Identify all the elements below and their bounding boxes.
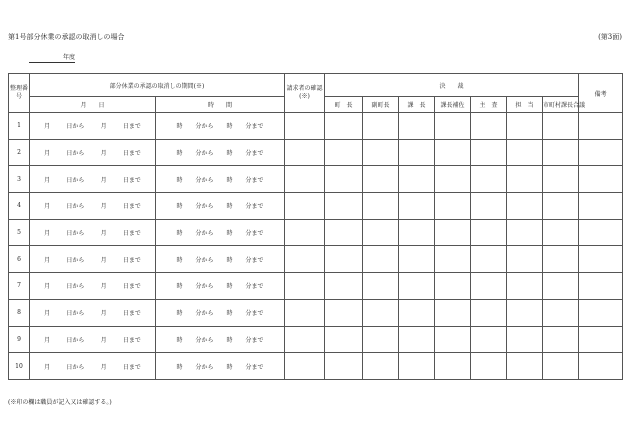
date-range-cell-part: 日まで (122, 310, 141, 318)
approval-stamp-cell[interactable] (435, 139, 471, 166)
date-range-cell-part: 月 (44, 310, 51, 318)
col-number-header: 整理番号 (9, 74, 30, 113)
date-range-cell[interactable] (30, 219, 156, 246)
date-range-cell-part: 日から (66, 283, 85, 291)
approval-stamp-cell[interactable] (399, 353, 435, 380)
approval-stamp-cell[interactable] (363, 113, 399, 140)
date-range-cell-part: 月 (100, 283, 107, 291)
approval-stamp-cell[interactable] (507, 113, 543, 140)
requester-confirm-cell[interactable] (285, 193, 325, 220)
approval-stamp-cell[interactable] (543, 299, 579, 326)
approval-stamp-cell[interactable] (543, 246, 579, 273)
requester-confirm-cell[interactable] (285, 299, 325, 326)
approval-stamp-cell[interactable] (399, 166, 435, 193)
date-range-cell-part: 月 (44, 256, 51, 264)
approval-stamp-cell[interactable] (507, 326, 543, 353)
row-number: 6 (9, 246, 30, 273)
approval-stamp-cell[interactable] (543, 273, 579, 300)
approval-stamp-cell[interactable] (363, 353, 399, 380)
time-range-cell-part: 時 (176, 203, 183, 211)
time-range-cell-part: 時 (176, 123, 183, 131)
remarks-cell[interactable] (579, 326, 623, 353)
time-range-cell-part: 分まで (245, 256, 264, 264)
time-range-cell-part: 分から (195, 256, 214, 264)
approval-stamp-cell[interactable] (471, 139, 507, 166)
row-number: 10 (9, 353, 30, 380)
table-row (9, 299, 623, 326)
approval-stamp-cell[interactable] (399, 273, 435, 300)
approval-stamp-cell[interactable] (471, 273, 507, 300)
date-range-cell-part: 日まで (122, 230, 141, 238)
requester-confirm-cell[interactable] (285, 139, 325, 166)
approval-stamp-cell[interactable] (399, 246, 435, 273)
approval-stamp-cell[interactable] (471, 166, 507, 193)
date-range-cell[interactable] (30, 113, 156, 140)
approval-stamp-cell[interactable] (363, 139, 399, 166)
date-range-cell-part: 日から (66, 363, 85, 371)
requester-confirm-cell[interactable] (285, 113, 325, 140)
remarks-cell[interactable] (579, 166, 623, 193)
time-range-cell-part: 分から (195, 176, 214, 184)
requester-confirm-cell[interactable] (285, 219, 325, 246)
time-range-cell-part: 分まで (245, 230, 264, 238)
time-range-cell-part: 分から (195, 336, 214, 344)
approval-stamp-cell[interactable] (399, 139, 435, 166)
row-number: 4 (9, 193, 30, 220)
date-range-cell[interactable] (30, 246, 156, 273)
date-range-cell-part: 日から (66, 310, 85, 318)
approval-stamp-cell[interactable] (507, 353, 543, 380)
date-range-cell-part: 月 (44, 283, 51, 291)
date-range-cell[interactable] (30, 353, 156, 380)
time-range-cell-part: 分から (195, 310, 214, 318)
approval-stamp-cell[interactable] (543, 139, 579, 166)
date-range-cell[interactable] (30, 326, 156, 353)
time-range-cell-part: 時 (226, 256, 233, 264)
fiscal-year-field[interactable]: 年度 (29, 54, 75, 63)
table-row (9, 219, 623, 246)
time-range-cell-part: 分まで (245, 176, 264, 184)
approval-stamp-cell[interactable] (507, 139, 543, 166)
approval-stamp-cell[interactable] (471, 246, 507, 273)
approval-stamp-cell[interactable] (325, 166, 363, 193)
requester-confirm-cell[interactable] (285, 326, 325, 353)
remarks-cell[interactable] (579, 299, 623, 326)
row-number: 7 (9, 273, 30, 300)
cancellation-record-table (8, 73, 623, 380)
approval-stamp-cell[interactable] (435, 326, 471, 353)
approval-stamp-cell[interactable] (325, 113, 363, 140)
time-range-cell-part: 分まで (245, 123, 264, 131)
time-range-cell[interactable] (156, 219, 285, 246)
table-row (9, 326, 623, 353)
time-range-cell-part: 時 (226, 150, 233, 158)
approval-stamp-cell[interactable] (325, 246, 363, 273)
footer-note: (※印の欄は職員が記入又は確認する。) (8, 399, 112, 406)
approval-stamp-cell[interactable] (363, 193, 399, 220)
approval-stamp-cell[interactable] (363, 166, 399, 193)
time-range-cell[interactable] (156, 353, 285, 380)
approver-header: 町 長 (325, 97, 363, 113)
remarks-cell[interactable] (579, 193, 623, 220)
time-range-cell[interactable] (156, 299, 285, 326)
time-range-cell-part: 時 (226, 230, 233, 238)
requester-confirm-cell[interactable] (285, 353, 325, 380)
approval-stamp-cell[interactable] (325, 353, 363, 380)
approval-stamp-cell[interactable] (543, 113, 579, 140)
time-range-cell-part: 時 (226, 336, 233, 344)
approval-stamp-cell[interactable] (325, 193, 363, 220)
approval-stamp-cell[interactable] (435, 273, 471, 300)
approval-stamp-cell[interactable] (543, 193, 579, 220)
approval-stamp-cell[interactable] (471, 113, 507, 140)
remarks-cell[interactable] (579, 139, 623, 166)
date-range-cell-part: 日まで (122, 256, 141, 264)
date-range-cell[interactable] (30, 273, 156, 300)
time-range-cell-part: 分から (195, 203, 214, 211)
form-page-number: (第3面) (598, 33, 622, 41)
approval-stamp-cell[interactable] (325, 273, 363, 300)
approval-stamp-cell[interactable] (325, 139, 363, 166)
time-range-cell-part: 分から (195, 283, 214, 291)
time-range-cell-part: 分まで (245, 363, 264, 371)
approval-stamp-cell[interactable] (435, 113, 471, 140)
col-time-header: 時 間 (156, 97, 285, 113)
remarks-cell[interactable] (579, 246, 623, 273)
table-row (9, 246, 623, 273)
time-range-cell-part: 分から (195, 150, 214, 158)
time-range-cell[interactable] (156, 326, 285, 353)
time-range-cell-part: 時 (176, 256, 183, 264)
approval-stamp-cell[interactable] (543, 353, 579, 380)
col-period-header: 部分休業の承認の取消しの期間(※) (30, 74, 285, 97)
date-range-cell-part: 月 (100, 203, 107, 211)
time-range-cell-part: 時 (176, 230, 183, 238)
time-range-cell[interactable] (156, 139, 285, 166)
approval-stamp-cell[interactable] (399, 219, 435, 246)
row-number: 9 (9, 326, 30, 353)
approval-stamp-cell[interactable] (399, 193, 435, 220)
date-range-cell-part: 日まで (122, 150, 141, 158)
date-range-cell-part: 月 (100, 336, 107, 344)
remarks-cell[interactable] (579, 273, 623, 300)
approval-stamp-cell[interactable] (399, 326, 435, 353)
approver-header: 担 当 (507, 97, 543, 113)
date-range-cell-part: 日まで (122, 283, 141, 291)
col-monthday-header: 月 日 (30, 97, 156, 113)
approval-stamp-cell[interactable] (435, 246, 471, 273)
time-range-cell[interactable] (156, 166, 285, 193)
date-range-cell-part: 日まで (122, 203, 141, 211)
col-approval-header: 決 裁 (325, 74, 579, 97)
approval-stamp-cell[interactable] (435, 219, 471, 246)
time-range-cell[interactable] (156, 193, 285, 220)
requester-confirm-cell[interactable] (285, 246, 325, 273)
time-range-cell[interactable] (156, 246, 285, 273)
date-range-cell[interactable] (30, 166, 156, 193)
approval-stamp-cell[interactable] (507, 299, 543, 326)
date-range-cell-part: 日から (66, 150, 85, 158)
approver-header: 課 長 (399, 97, 435, 113)
table-row (9, 113, 623, 140)
approval-stamp-cell[interactable] (507, 273, 543, 300)
requester-confirm-cell[interactable] (285, 166, 325, 193)
date-range-cell-part: 月 (100, 176, 107, 184)
time-range-cell-part: 時 (226, 310, 233, 318)
date-range-cell-part: 月 (100, 256, 107, 264)
date-range-cell-part: 月 (44, 336, 51, 344)
requester-confirm-cell[interactable] (285, 273, 325, 300)
time-range-cell-part: 分まで (245, 336, 264, 344)
row-number: 3 (9, 166, 30, 193)
time-range-cell-part: 時 (176, 176, 183, 184)
time-range-cell-part: 分まで (245, 150, 264, 158)
time-range-cell[interactable] (156, 113, 285, 140)
approver-header: 課長補佐 (435, 97, 471, 113)
date-range-cell-part: 月 (44, 230, 51, 238)
date-range-cell-part: 月 (44, 176, 51, 184)
approval-stamp-cell[interactable] (399, 299, 435, 326)
approval-stamp-cell[interactable] (471, 353, 507, 380)
approval-stamp-cell[interactable] (543, 219, 579, 246)
date-range-cell-part: 日から (66, 256, 85, 264)
approval-stamp-cell[interactable] (363, 326, 399, 353)
date-range-cell-part: 月 (44, 203, 51, 211)
date-range-cell-part: 日から (66, 230, 85, 238)
row-number: 1 (9, 113, 30, 140)
date-range-cell-part: 日から (66, 176, 85, 184)
time-range-cell-part: 分まで (245, 203, 264, 211)
approval-stamp-cell[interactable] (363, 219, 399, 246)
row-number: 2 (9, 139, 30, 166)
approval-stamp-cell[interactable] (325, 299, 363, 326)
remarks-cell[interactable] (579, 353, 623, 380)
table-row (9, 139, 623, 166)
approval-stamp-cell[interactable] (507, 246, 543, 273)
time-range-cell-part: 分から (195, 123, 214, 131)
date-range-cell-part: 月 (44, 150, 51, 158)
date-range-cell-part: 日まで (122, 176, 141, 184)
time-range-cell-part: 時 (176, 283, 183, 291)
approval-stamp-cell[interactable] (435, 193, 471, 220)
approval-stamp-cell[interactable] (363, 299, 399, 326)
approval-stamp-cell[interactable] (543, 326, 579, 353)
time-range-cell-part: 分まで (245, 310, 264, 318)
table-row (9, 166, 623, 193)
approval-stamp-cell[interactable] (507, 166, 543, 193)
time-range-cell-part: 時 (176, 363, 183, 371)
table-row (9, 353, 623, 380)
approval-stamp-cell[interactable] (471, 193, 507, 220)
approver-header: 主 査 (471, 97, 507, 113)
col-remarks-header: 備考 (579, 74, 623, 113)
approval-stamp-cell[interactable] (507, 219, 543, 246)
approval-stamp-cell[interactable] (507, 193, 543, 220)
approval-stamp-cell[interactable] (471, 219, 507, 246)
approval-stamp-cell[interactable] (435, 166, 471, 193)
row-number: 8 (9, 299, 30, 326)
approval-stamp-cell[interactable] (363, 273, 399, 300)
time-range-cell-part: 分から (195, 230, 214, 238)
col-requester-header: 請求者の確認(※) (285, 74, 325, 113)
time-range-cell-part: 時 (176, 336, 183, 344)
row-number: 5 (9, 219, 30, 246)
remarks-cell[interactable] (579, 113, 623, 140)
approval-stamp-cell[interactable] (435, 353, 471, 380)
date-range-cell-part: 日から (66, 336, 85, 344)
date-range-cell-part: 日から (66, 123, 85, 131)
approver-header: 副町長 (363, 97, 399, 113)
date-range-cell-part: 日から (66, 203, 85, 211)
date-range-cell-part: 月 (44, 363, 51, 371)
date-range-cell-part: 日まで (122, 123, 141, 131)
date-range-cell-part: 日まで (122, 363, 141, 371)
approval-stamp-cell[interactable] (363, 246, 399, 273)
time-range-cell-part: 時 (226, 203, 233, 211)
date-range-cell-part: 月 (44, 123, 51, 131)
date-range-cell-part: 月 (100, 123, 107, 131)
date-range-cell[interactable] (30, 139, 156, 166)
time-range-cell-part: 時 (226, 283, 233, 291)
approval-stamp-cell[interactable] (399, 113, 435, 140)
date-range-cell-part: 月 (100, 363, 107, 371)
approval-stamp-cell[interactable] (543, 166, 579, 193)
time-range-cell-part: 時 (176, 150, 183, 158)
date-range-cell[interactable] (30, 193, 156, 220)
approval-stamp-cell[interactable] (435, 299, 471, 326)
date-range-cell-part: 日まで (122, 336, 141, 344)
time-range-cell-part: 時 (226, 176, 233, 184)
table-row (9, 193, 623, 220)
time-range-cell[interactable] (156, 273, 285, 300)
date-range-cell-part: 月 (100, 150, 107, 158)
approval-stamp-cell[interactable] (325, 326, 363, 353)
time-range-cell-part: 時 (176, 310, 183, 318)
time-range-cell-part: 時 (226, 363, 233, 371)
remarks-cell[interactable] (579, 219, 623, 246)
approver-header: 市町村課長合議 (543, 97, 579, 113)
time-range-cell-part: 時 (226, 123, 233, 131)
date-range-cell-part: 月 (100, 310, 107, 318)
table-row (9, 273, 623, 300)
time-range-cell-part: 分から (195, 363, 214, 371)
approval-stamp-cell[interactable] (325, 219, 363, 246)
approval-stamp-cell[interactable] (471, 326, 507, 353)
time-range-cell-part: 分まで (245, 283, 264, 291)
date-range-cell-part: 月 (100, 230, 107, 238)
approval-stamp-cell[interactable] (471, 299, 507, 326)
date-range-cell[interactable] (30, 299, 156, 326)
form-title: 第1号部分休業の承認の取消しの場合 (8, 33, 125, 41)
